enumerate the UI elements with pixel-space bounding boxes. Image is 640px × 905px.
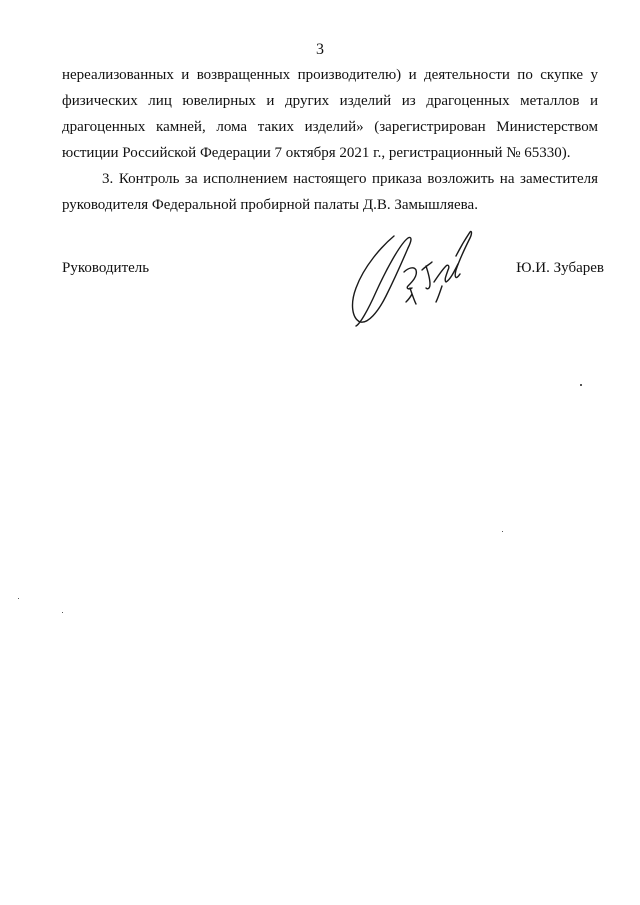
position-title: Руководитель (62, 260, 150, 276)
paragraph-continuation: нереализованных и возвращенных производителю) и деятельности по скупке у физических лиц ювелирных и других изделий из драгоценных металлов и драгоценных камней, лома таких изделий» (зарегистрирован Министерством юстиции Российской Федерации 7 октября 2021 г., регистрационный № 65330). (62, 67, 598, 161)
scan-speck (580, 384, 582, 386)
scan-speck (62, 612, 63, 613)
scan-speck (18, 598, 19, 599)
paragraph-item-3: 3. Контроль за исполнением настоящего приказа возложить на заместителя руководителя Федеральной пробирной палаты Д.В. Замышляева. (62, 171, 598, 213)
scan-speck (502, 531, 503, 532)
handwritten-signature (342, 226, 478, 330)
signer-name: Ю.И. Зубарев (516, 260, 604, 276)
page-number: 3 (316, 41, 324, 58)
